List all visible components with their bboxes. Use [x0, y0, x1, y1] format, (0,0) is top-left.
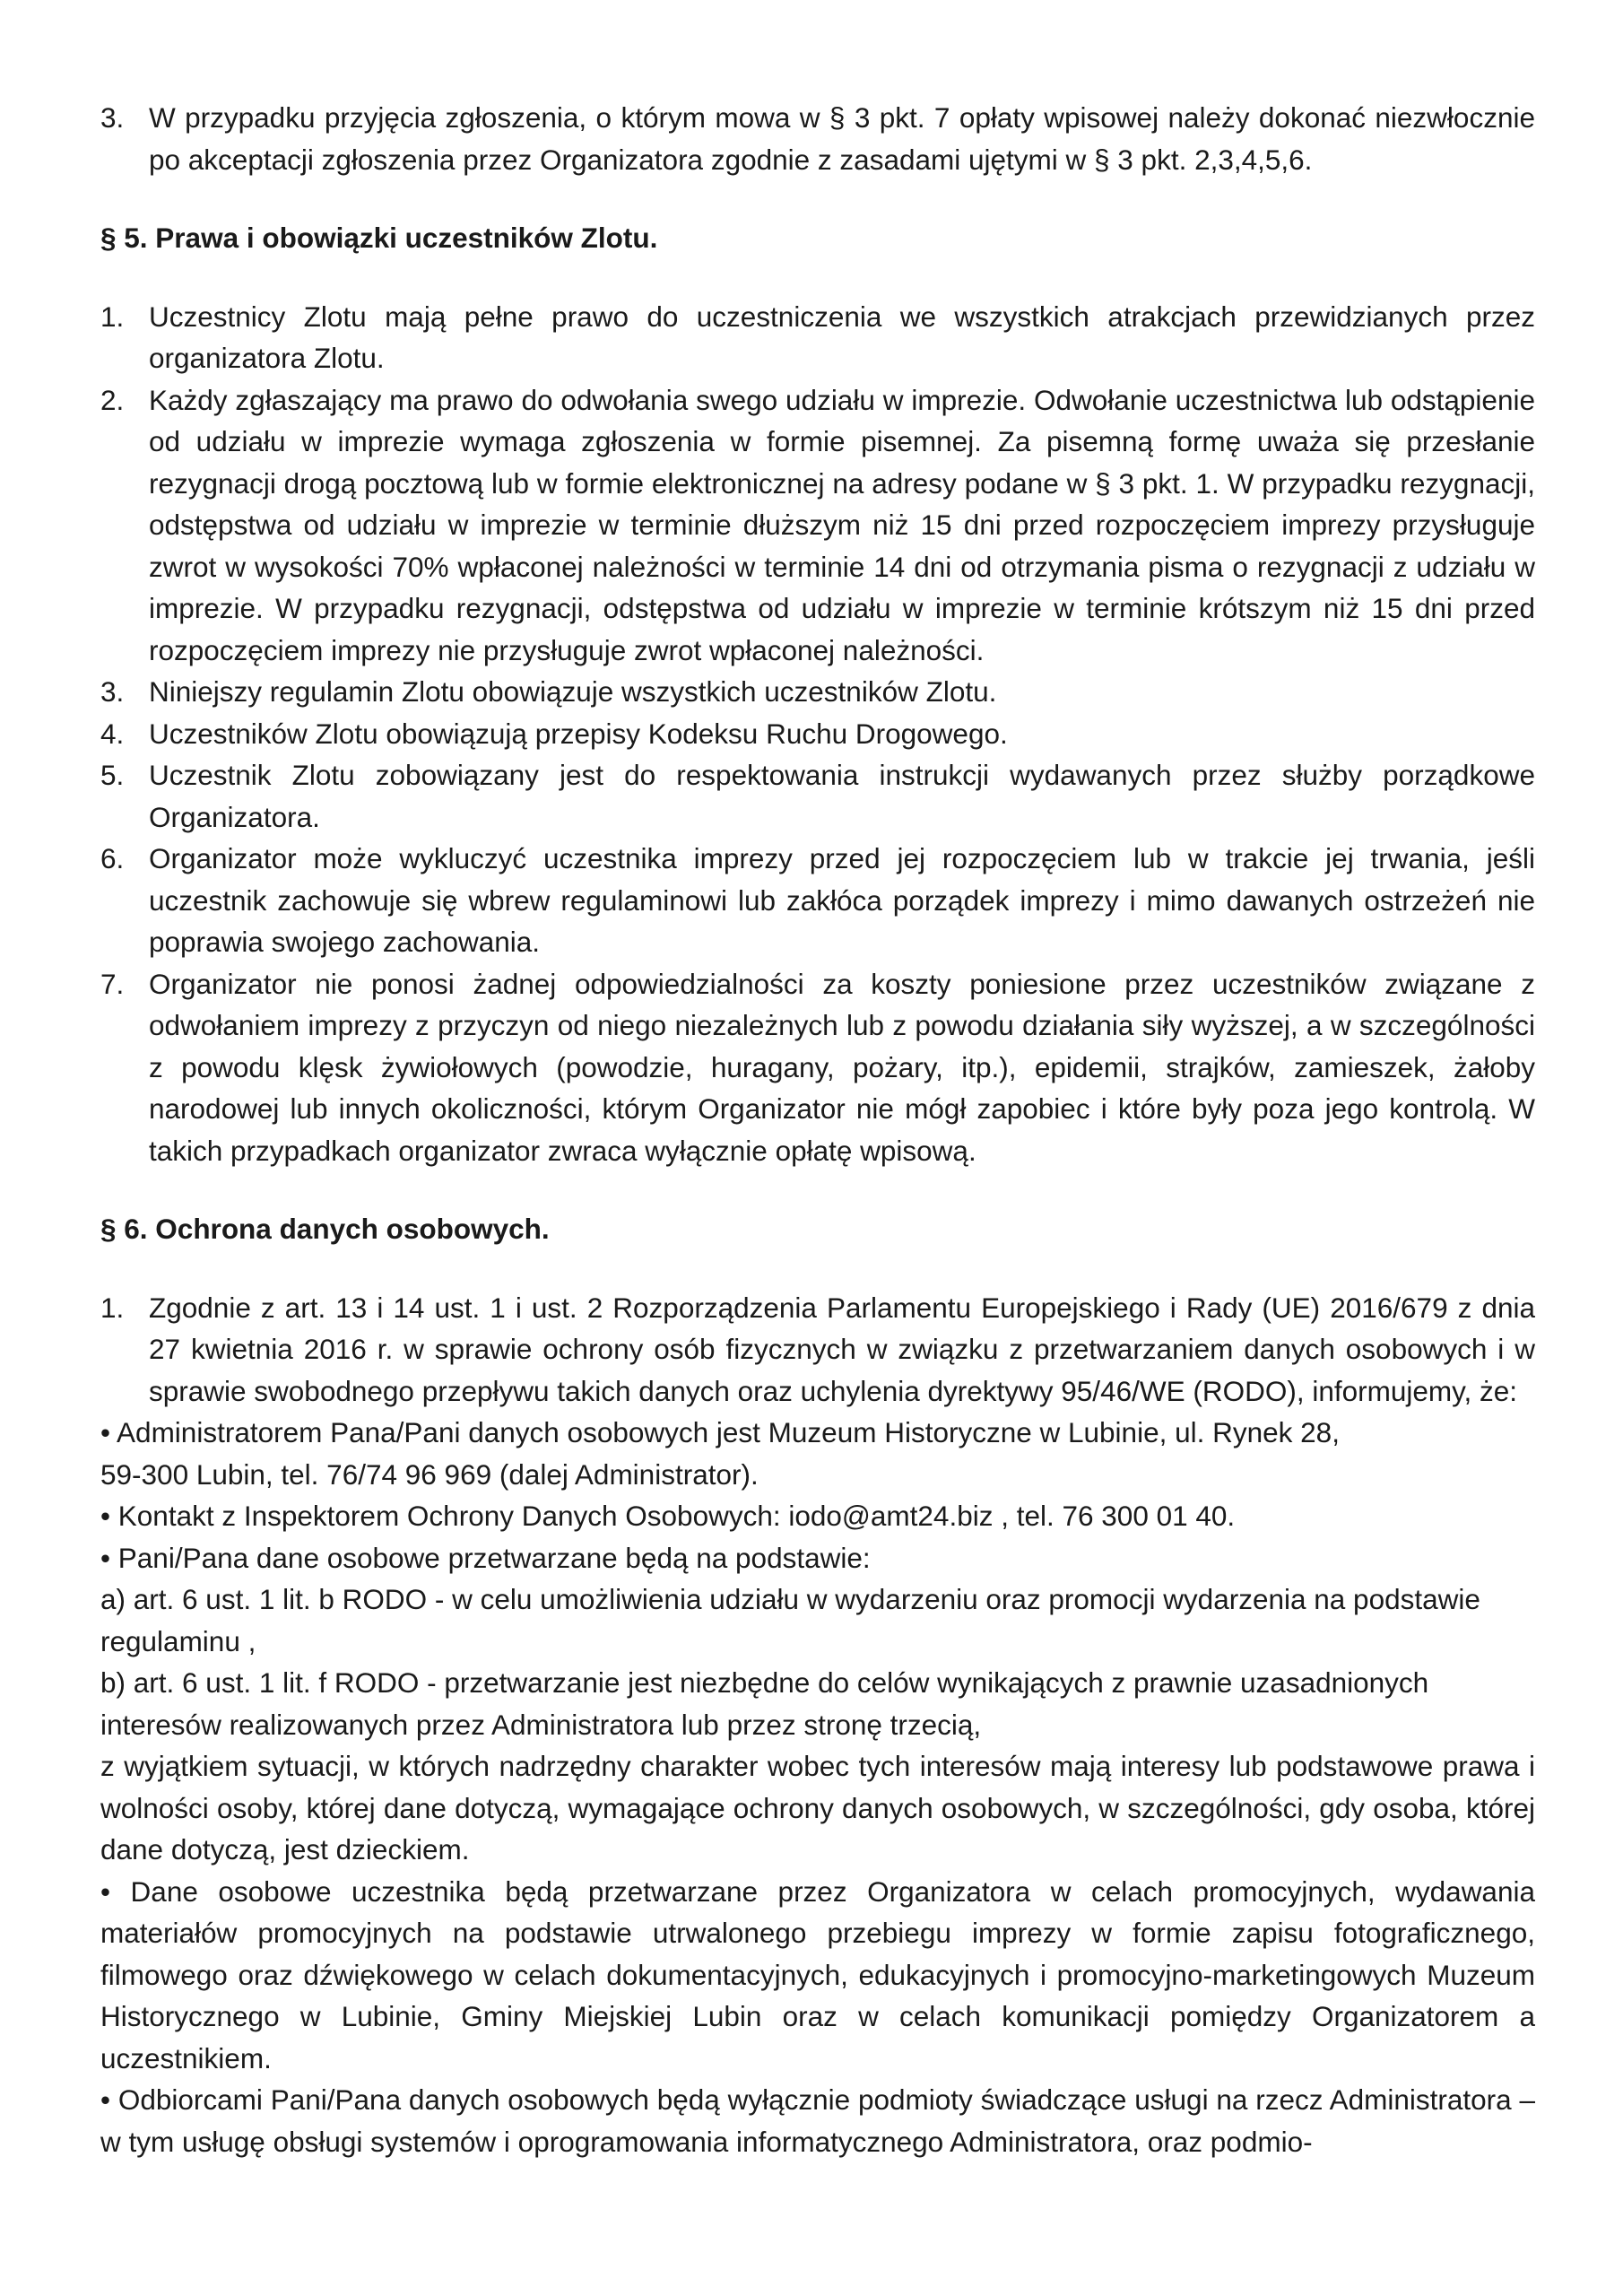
promotional-processing: • Dane osobowe uczestnika będą przetwarzane przez Organizatora w celach promocyjnych, wydawania materiałów promocyjnych na podstawie utrwalonego przebiegu imprezy w formie zapisu fotograficznego, filmowego oraz dźwiękowego w celach dokumentacyjnych, edukacyjnych i promocyjno-marketingowych Muzeum Historycznego w Lubinie, Gminy Miejskiej Lubin oraz w celach komunikacji pomiędzy Organizatorem a uczestnikiem. — [100, 1874, 1535, 2074]
list-item-number: 6. — [100, 842, 125, 874]
list-item-number: 2. — [100, 383, 125, 416]
section-6-heading: § 6. Ochrona danych osobowych. — [100, 1213, 550, 1245]
administrator-line-2: 59-300 Lubin, tel. 76/74 96 969 (dalej Administrator). — [100, 1457, 759, 1491]
list-item-number: 3. — [100, 101, 125, 134]
administrator-line-1: • Administratorem Pana/Pani danych osobowych jest Muzeum Historyczne w Lubinie, ul. Rynek 28, — [100, 1416, 1340, 1448]
section-5-list — [100, 296, 1535, 1172]
list-item-text: W przypadku przyjęcia zgłoszenia, o którym mowa w § 3 pkt. 7 opłaty wpisowej należy dokonać niezwłocznie po akceptacji zgłoszenia przez Organizatora zgodnie z zasadami ujętymi w § 3 pkt. 2,3,4,5,6. — [149, 101, 1535, 176]
list-item — [100, 97, 1535, 180]
list-top — [100, 97, 1535, 180]
legal-basis-b-continued: z wyjątkiem sytuacji, w których nadrzędny charakter wobec tych interesów mają interesy lub podstawowe prawa i wolności osoby, której dane dotyczą, wymagające ochrony danych osobowych, w szczególności, gdy osoba, której dane dotyczą, jest dzieckiem. — [100, 1750, 1535, 1866]
legal-basis-a: a) art. 6 ust. 1 lit. b RODO - w celu umożliwienia udziału w wydarzeniu oraz promocji wydarzenia na podstawie regulaminu , — [100, 1583, 1480, 1657]
list-item-text: Niniejszy regulamin Zlotu obowiązuje wszystkich uczestników Zlotu. — [149, 675, 997, 708]
legal-basis-b: b) art. 6 ust. 1 lit. f RODO - przetwarzanie jest niezbędne do celów wynikających z prawnie uzasadnionych interesów realizowanych przez Administratora lub przez stronę trzecią, — [100, 1666, 1429, 1741]
document-page — [100, 97, 1535, 2162]
section-6-list — [100, 1287, 1535, 1413]
legal-basis-intro: • Pani/Pana dane osobowe przetwarzane będą na podstawie: — [100, 1541, 871, 1574]
list-item — [100, 379, 1535, 672]
list-item-text: Uczestników Zlotu obowiązują przepisy Kodeksu Ruchu Drogowego. — [149, 717, 1008, 750]
list-item — [100, 963, 1535, 1172]
list-item-text: Uczestnik Zlotu zobowiązany jest do respektowania instrukcji wydawanych przez służby porządkowe Organizatora. — [149, 759, 1535, 833]
list-item-text: Organizator nie ponosi żadnej odpowiedzialności za koszty poniesione przez uczestników związane z odwołaniem imprezy z przyczyn od niego niezależnych lub z powodu działania siły wyższej, a w szczególności z powodu klęsk żywiołowych (powodzie, huragany, pożary, itp.), epidemii, strajków, zamieszek, żałoby narodowej lub innych okoliczności, którym Organizator nie mógł zapobiec i które były poza jego kontrolą. W takich przypadkach organizator zwraca wyłącznie opłatę wpisową. — [149, 967, 1535, 1167]
iodo-contact: • Kontakt z Inspektorem Ochrony Danych Osobowych: iodo@amt24.biz , tel. 76 300 01 40. — [100, 1500, 1236, 1532]
section-5-heading: § 5. Prawa i obowiązki uczestników Zlotu. — [100, 222, 658, 254]
list-item — [100, 713, 1535, 755]
list-item-text: Organizator może wykluczyć uczestnika imprezy przed jej rozpoczęciem lub w trakcie jej trwania, jeśli uczestnik zachowuje się wbrew regulaminowi lub zakłóca porządek imprezy i mimo dawanych ostrzeżeń nie poprawia swojego zachowania. — [149, 842, 1535, 958]
list-item — [100, 296, 1535, 379]
list-item-text: Każdy zgłaszający ma prawo do odwołania swego udziału w imprezie. Odwołanie uczestnictwa lub odstąpienie od udziału w imprezie wymaga zgłoszenia w formie pisemnej. Za pisemną formę uważa się przesłanie rezygnacji drogą pocztową lub w formie elektronicznej na adresy podane w § 3 pkt. 1. W przypadku rezygnacji, odstępstwa od udziału w imprezie w terminie dłuższym niż 15 dni przed rozpoczęciem imprezy przysługuje zwrot w wysokości 70% wpłaconej należności w terminie 14 dni od otrzymania pisma o rezygnacji z udziału w imprezie. W przypadku rezygnacji, odstępstwa od udziału w imprezie w terminie krótszym niż 15 dni przed rozpoczęciem imprezy nie przysługuje zwrot wpłaconej należności. — [149, 383, 1535, 666]
data-recipients: • Odbiorcami Pani/Pana danych osobowych będą wyłącznie podmioty świadczące usługi na rzecz Administratora – w tym usługę obsługi systemów i oprogramowania informatycznego Administratora, oraz podmio- — [100, 2083, 1535, 2158]
list-item — [100, 671, 1535, 713]
list-item-number: 4. — [100, 717, 125, 750]
list-item-number: 3. — [100, 675, 125, 708]
list-item — [100, 1287, 1535, 1413]
list-item-number: 5. — [100, 759, 125, 791]
list-item-number: 1. — [100, 1291, 125, 1324]
administrator-line — [100, 1412, 1535, 1495]
list-item — [100, 838, 1535, 963]
list-item-number: 7. — [100, 967, 125, 1000]
list-item-text: Uczestnicy Zlotu mają pełne prawo do uczestniczenia we wszystkich atrakcjach przewidzianych przez organizatora Zlotu. — [149, 300, 1535, 374]
list-item-text: Zgodnie z art. 13 i 14 ust. 1 i ust. 2 Rozporządzenia Parlamentu Europejskiego i Rady (UE) 2016/679 z dnia 27 kwietnia 2016 r. w sprawie ochrony osób fizycznych w związku z przetwarzaniem danych osobowych i w sprawie swobodnego przepływu takich danych oraz uchylenia dyrektywy 95/46/WE (RODO), informujemy, że: — [149, 1291, 1535, 1407]
list-item — [100, 754, 1535, 838]
list-item-number: 1. — [100, 300, 125, 333]
